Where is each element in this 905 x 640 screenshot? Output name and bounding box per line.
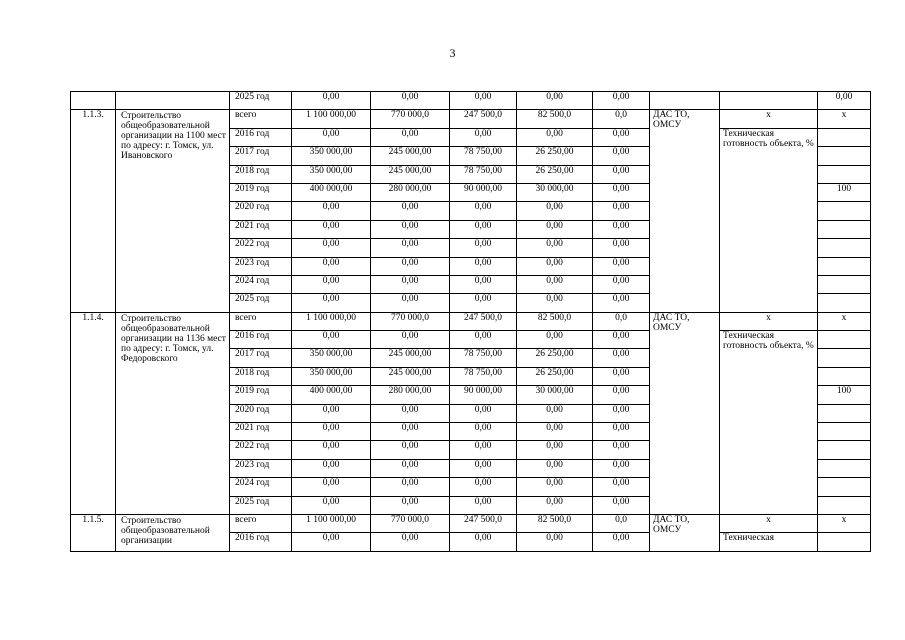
value-cell: 0,00 [450, 275, 517, 293]
table-body [71, 92, 871, 552]
value-cell: 1 100 000,00 [292, 514, 371, 532]
indicator-cell [720, 92, 818, 110]
indicator-value-cell [818, 202, 871, 220]
value-cell: 0,00 [593, 147, 650, 165]
value-cell: 0,00 [371, 423, 450, 441]
value-cell: 0,00 [450, 202, 517, 220]
indicator-value-cell [818, 496, 871, 514]
indicator-x: х [720, 514, 818, 532]
indicator-label [720, 128, 818, 312]
indicator-value-cell: 100 [818, 386, 871, 404]
executor-cell: ДАС ТО, ОМСУ [650, 514, 720, 551]
item-code: 1.1.4. [71, 312, 116, 514]
indicator-value-cell: х [818, 312, 871, 330]
value-cell: 0,00 [450, 239, 517, 257]
value-cell: 1 100 000,00 [292, 312, 371, 330]
value-cell: 30 000,00 [517, 386, 593, 404]
table-row [71, 92, 871, 110]
value-cell: 0,00 [450, 404, 517, 422]
indicator-value-cell [818, 459, 871, 477]
value-cell: 0,00 [371, 331, 450, 349]
value-cell: 0,00 [292, 478, 371, 496]
table-row [71, 110, 871, 128]
value-cell: 0,00 [371, 275, 450, 293]
indicator-value-cell [818, 220, 871, 238]
value-cell: 78 750,00 [450, 147, 517, 165]
value-cell: 0,00 [292, 331, 371, 349]
value-cell: 247 500,0 [450, 312, 517, 330]
value-cell: 0,00 [593, 220, 650, 238]
year-cell: 2017 год [230, 147, 292, 165]
value-cell: 0,00 [593, 128, 650, 146]
value-cell: 0,00 [450, 331, 517, 349]
value-cell: 0,00 [517, 220, 593, 238]
value-cell: 0,00 [292, 202, 371, 220]
indicator-x: х [720, 110, 818, 128]
year-cell: 2025 год [230, 496, 292, 514]
item-name: Строительство общеобразовательной организации на 1100 мест по адресу: г. Томск, ул. Ивановского [116, 110, 230, 312]
value-cell: 770 000,0 [371, 312, 450, 330]
value-cell: 0,00 [593, 183, 650, 201]
value-cell: 82 500,0 [517, 110, 593, 128]
indicator-value-cell [818, 294, 871, 312]
page-number: 3 [449, 46, 456, 60]
year-cell: 2024 год [230, 275, 292, 293]
value-cell: 0,00 [593, 294, 650, 312]
value-cell: 0,00 [450, 459, 517, 477]
value-cell: 0,00 [450, 257, 517, 275]
value-cell: 30 000,00 [517, 183, 593, 201]
indicator-value-cell [818, 128, 871, 146]
indicator-value-cell [818, 275, 871, 293]
indicator-label-text: Техническая готовность объекта, % [723, 331, 814, 352]
year-cell: 2022 год [230, 239, 292, 257]
value-cell: 0,00 [593, 423, 650, 441]
value-cell: 0,00 [517, 478, 593, 496]
year-cell: 2022 год [230, 441, 292, 459]
value-cell: 0,00 [517, 202, 593, 220]
value-cell: 245 000,00 [371, 165, 450, 183]
year-cell: 2021 год [230, 220, 292, 238]
value-cell: 0,00 [593, 239, 650, 257]
indicator-value-cell [818, 478, 871, 496]
value-cell: 0,00 [292, 423, 371, 441]
value-cell: 245 000,00 [371, 367, 450, 385]
year-cell: 2025 год [230, 294, 292, 312]
value-cell: 0,00 [450, 441, 517, 459]
table-row [71, 312, 871, 330]
executor-cell: ДАС ТО, ОМСУ [650, 110, 720, 312]
value-cell: 0,0 [593, 312, 650, 330]
value-cell: 0,00 [593, 165, 650, 183]
value-cell: 350 000,00 [292, 147, 371, 165]
value-cell: 0,00 [517, 275, 593, 293]
value-cell: 350 000,00 [292, 165, 371, 183]
value-cell: 0,00 [593, 478, 650, 496]
value-cell: 0,00 [517, 423, 593, 441]
value-cell: 0,00 [517, 239, 593, 257]
executor-cell: ДАС ТО, ОМСУ [650, 312, 720, 514]
year-cell: всего [230, 312, 292, 330]
value-cell: 0,00 [371, 128, 450, 146]
value-cell: 400 000,00 [292, 386, 371, 404]
value-cell: 0,00 [292, 404, 371, 422]
year-cell: 2019 год [230, 183, 292, 201]
year-cell: 2020 год [230, 404, 292, 422]
value-cell: 26 250,00 [517, 147, 593, 165]
value-cell: 0,00 [517, 294, 593, 312]
value-cell: 0,00 [517, 331, 593, 349]
indicator-value-cell: х [818, 514, 871, 532]
year-cell: 2023 год [230, 257, 292, 275]
value-cell: 0,00 [593, 92, 650, 110]
value-cell: 0,00 [371, 220, 450, 238]
indicator-value-cell: х [818, 110, 871, 128]
value-cell: 770 000,0 [371, 110, 450, 128]
value-cell: 0,00 [371, 257, 450, 275]
value-cell: 0,00 [371, 459, 450, 477]
value-cell: 0,00 [450, 220, 517, 238]
value-cell: 280 000,00 [371, 183, 450, 201]
value-cell: 0,00 [517, 128, 593, 146]
value-cell: 1 100 000,00 [292, 110, 371, 128]
year-cell: 2024 год [230, 478, 292, 496]
value-cell: 0,00 [292, 257, 371, 275]
year-cell: 2016 год [230, 533, 292, 551]
year-cell: 2016 год [230, 128, 292, 146]
indicator-value-cell [818, 441, 871, 459]
value-cell: 0,00 [292, 496, 371, 514]
value-cell: 78 750,00 [450, 349, 517, 367]
indicator-label [720, 331, 818, 515]
year-cell: всего [230, 110, 292, 128]
value-cell: 0,00 [593, 349, 650, 367]
item-name: Строительство общеобразовательной организации на 1136 мест по адресу: г. Томск, ул. Федоровского [116, 312, 230, 514]
value-cell: 0,00 [593, 533, 650, 551]
value-cell: 0,00 [593, 331, 650, 349]
name-cell [116, 92, 230, 110]
value-cell: 770 000,0 [371, 514, 450, 532]
indicator-x: х [720, 312, 818, 330]
value-cell: 0,00 [371, 294, 450, 312]
executor-cell [650, 92, 720, 110]
value-cell: 0,00 [292, 128, 371, 146]
value-cell: 0,00 [450, 496, 517, 514]
value-cell: 0,00 [450, 128, 517, 146]
item-code: 1.1.5. [71, 514, 116, 551]
value-cell: 350 000,00 [292, 349, 371, 367]
year-cell: 2016 год [230, 331, 292, 349]
value-cell: 245 000,00 [371, 147, 450, 165]
value-cell: 0,00 [593, 367, 650, 385]
indicator-value-cell [818, 331, 871, 349]
value-cell: 78 750,00 [450, 367, 517, 385]
value-cell: 0,00 [517, 441, 593, 459]
value-cell: 0,00 [593, 275, 650, 293]
value-cell: 0,00 [371, 441, 450, 459]
value-cell: 82 500,0 [517, 312, 593, 330]
value-cell: 0,00 [371, 478, 450, 496]
value-cell: 0,00 [593, 441, 650, 459]
value-cell: 26 250,00 [517, 349, 593, 367]
value-cell: 247 500,0 [450, 514, 517, 532]
value-cell: 247 500,0 [450, 110, 517, 128]
indicator-label [720, 533, 818, 551]
value-cell: 0,00 [371, 92, 450, 110]
year-cell: 2025 год [230, 92, 292, 110]
value-cell: 90 000,00 [450, 183, 517, 201]
indicator-value-cell [818, 257, 871, 275]
item-name: Строительство общеобразовательной организации [116, 514, 230, 551]
indicator-label-text: Техническая [723, 533, 774, 544]
value-cell: 0,00 [593, 404, 650, 422]
value-cell: 0,00 [292, 533, 371, 551]
value-cell: 0,00 [593, 459, 650, 477]
value-cell: 0,00 [371, 239, 450, 257]
value-cell: 350 000,00 [292, 367, 371, 385]
value-cell: 0,00 [517, 92, 593, 110]
value-cell: 0,00 [371, 533, 450, 551]
item-code: 1.1.3. [71, 110, 116, 312]
indicator-value-cell [818, 367, 871, 385]
value-cell: 0,00 [517, 496, 593, 514]
value-cell: 280 000,00 [371, 386, 450, 404]
value-cell: 0,00 [517, 404, 593, 422]
indicator-label-text: Техническая готовность объекта, % [723, 128, 814, 149]
indicator-value-cell [818, 404, 871, 422]
value-cell: 90 000,00 [450, 386, 517, 404]
value-cell: 0,00 [450, 294, 517, 312]
value-cell: 0,00 [450, 423, 517, 441]
value-cell: 0,00 [450, 533, 517, 551]
value-cell: 0,00 [517, 533, 593, 551]
value-cell: 0,00 [292, 441, 371, 459]
year-cell: 2019 год [230, 386, 292, 404]
code-cell [71, 92, 116, 110]
value-cell: 0,00 [517, 257, 593, 275]
value-cell: 0,00 [371, 404, 450, 422]
table-row [71, 514, 871, 532]
indicator-value-cell [818, 147, 871, 165]
value-cell: 82 500,0 [517, 514, 593, 532]
value-cell: 78 750,00 [450, 165, 517, 183]
year-cell: всего [230, 514, 292, 532]
year-cell: 2020 год [230, 202, 292, 220]
year-cell: 2017 год [230, 349, 292, 367]
value-cell: 400 000,00 [292, 183, 371, 201]
value-cell: 26 250,00 [517, 165, 593, 183]
year-cell: 2023 год [230, 459, 292, 477]
value-cell: 0,00 [292, 294, 371, 312]
value-cell: 0,00 [593, 386, 650, 404]
value-cell: 0,0 [593, 514, 650, 532]
value-cell: 245 000,00 [371, 349, 450, 367]
value-cell: 0,00 [593, 202, 650, 220]
indicator-value-cell [818, 423, 871, 441]
value-cell: 0,00 [292, 459, 371, 477]
value-cell: 0,00 [517, 459, 593, 477]
indicator-value-cell: 0,00 [818, 92, 871, 110]
value-cell: 26 250,00 [517, 367, 593, 385]
budget-table [70, 91, 871, 552]
value-cell: 0,00 [593, 496, 650, 514]
value-cell: 0,00 [371, 202, 450, 220]
year-cell: 2018 год [230, 165, 292, 183]
indicator-value-cell [818, 349, 871, 367]
value-cell: 0,00 [450, 478, 517, 496]
value-cell: 0,00 [371, 496, 450, 514]
year-cell: 2021 год [230, 423, 292, 441]
value-cell: 0,00 [292, 239, 371, 257]
year-cell: 2018 год [230, 367, 292, 385]
indicator-value-cell [818, 165, 871, 183]
indicator-value-cell [818, 533, 871, 551]
value-cell: 0,00 [450, 92, 517, 110]
indicator-value-cell [818, 239, 871, 257]
value-cell: 0,00 [292, 92, 371, 110]
value-cell: 0,0 [593, 110, 650, 128]
indicator-value-cell: 100 [818, 183, 871, 201]
value-cell: 0,00 [593, 257, 650, 275]
value-cell: 0,00 [292, 220, 371, 238]
value-cell: 0,00 [292, 275, 371, 293]
